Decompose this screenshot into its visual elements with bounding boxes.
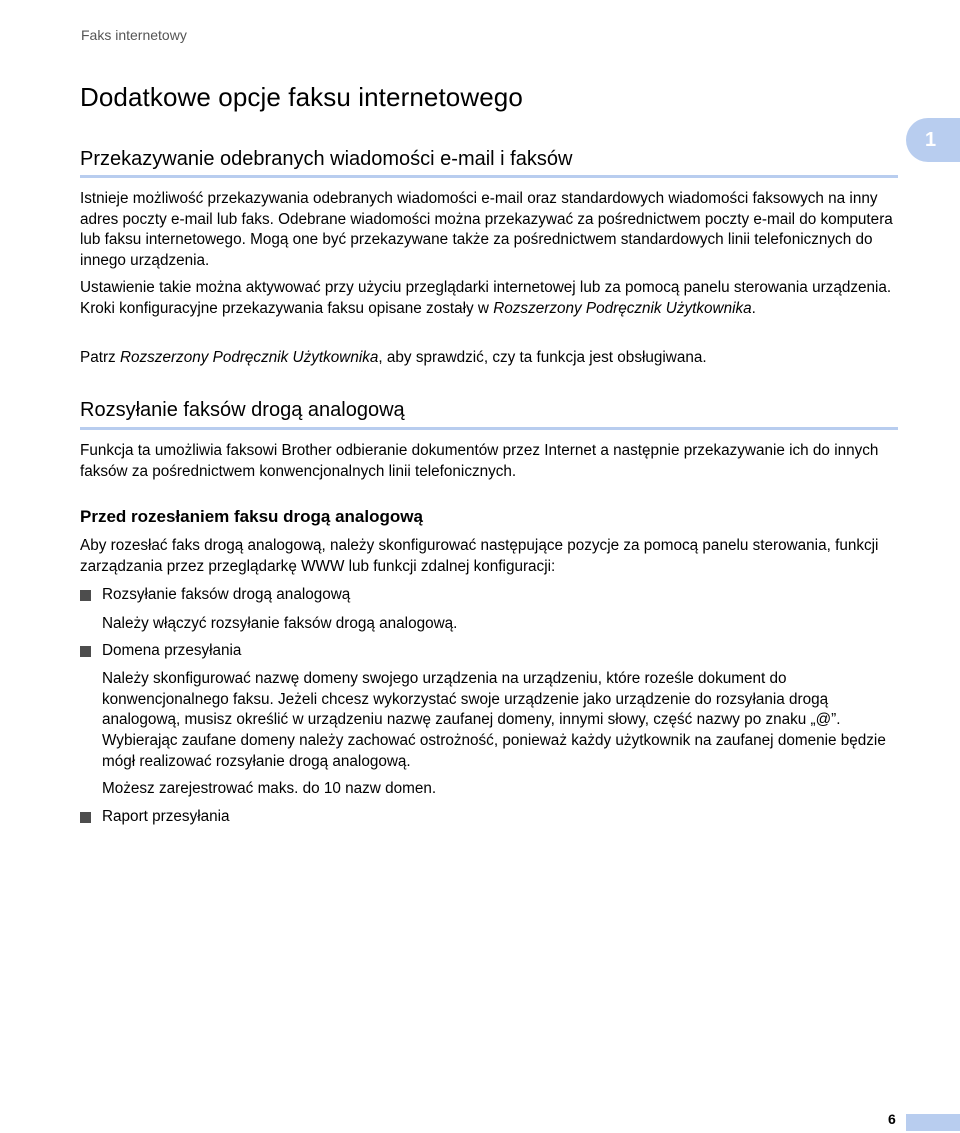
square-bullet-icon [80,812,91,823]
list-item-label: Raport przesyłania [102,808,230,825]
list-item [80,641,241,662]
section-heading-forwarding: Przekazywanie odebranych wiadomości e-mail i faksów [80,148,573,170]
list-item-label: Domena przesyłania [102,642,242,659]
square-bullet-icon [80,590,91,601]
list-item [80,807,230,828]
list-item-description: Należy włączyć rozsyłanie faksów drogą analogową. [102,615,458,632]
section-rule [80,427,898,430]
paragraph [80,278,900,319]
chapter-tab [906,118,960,162]
paragraph-text: Patrz [80,349,120,366]
paragraph-text: Ustawienie takie można aktywować przy użyciu przeglądarki internetowej lub za pomocą panelu sterowania urządzenia. Kroki konfiguracyjne przekazywania faksu opisane zostały w [80,279,892,317]
list-item-description: Należy skonfigurować nazwę domeny swojego urządzenia na urządzeniu, które roześle dokument do konwencjonalnego faksu. Jeżeli chcesz wykorzystać swoje urządzenie jako urządzenie do rozsyłania drogą analogową, musisz określić w urządzeniu nazwę zaufanej domeny, innymi słowy, część nazwy po znaku „@”. Wybierając zaufane domeny należy zachować ostrożność, ponieważ każdy użytkownik na zaufanej domenie będzie mógł realizować rozsyłanie drogą analogową. [102,670,886,770]
section-heading-relay: Rozsyłanie faksów drogą analogową [80,399,405,421]
paragraph: Istnieje możliwość przekazywania odebranych wiadomości e-mail oraz standardowych wiadomości faksowych na inny adres poczty e-mail lub faks. Odebrane wiadomości można przekazywać za pośrednictwem poczty e-mail do komputera lub faksu internetowego. Mogą one być przekazywane także za pośrednictwem standardowych linii telefonicznych do innego urządzenia. [80,190,893,270]
paragraph-text: , aby sprawdzić, czy ta funkcja jest obsługiwana. [378,349,707,366]
square-bullet-icon [80,646,91,657]
chapter-title: Dodatkowe opcje faksu internetowego [80,82,523,112]
list-item-note: Możesz zarejestrować maks. do 10 nazw domen. [102,780,437,797]
paragraph: Funkcja ta umożliwia faksowi Brother odbieranie dokumentów przez Internet a następnie przekazywanie ich do innych faksów za pośrednictwem konwencjonalnych linii telefonicznych. [80,442,879,480]
list-item-label: Rozsyłanie faksów drogą analogową [102,586,351,603]
footer-bar [906,1114,960,1131]
subsection-heading: Przed rozesłaniem faksu drogą analogową [80,507,423,526]
paragraph [80,348,900,369]
manual-reference: Rozszerzony Podręcznik Użytkownika [119,349,379,366]
paragraph-text: . [751,299,756,317]
list-item [80,585,350,606]
running-header: Faks internetowy [81,27,187,43]
paragraph: Aby rozesłać faks drogą analogową, należy skonfigurować następujące pozycje za pomocą panelu sterowania, funkcji zarządzania przez przeglądarkę WWW lub funkcji zdalnej konfiguracji: [80,537,879,575]
chapter-number: 1 [925,128,937,151]
section-rule [80,175,898,178]
page-number: 6 [888,1111,896,1127]
manual-reference: Rozszerzony Podręcznik Użytkownika [493,299,752,317]
